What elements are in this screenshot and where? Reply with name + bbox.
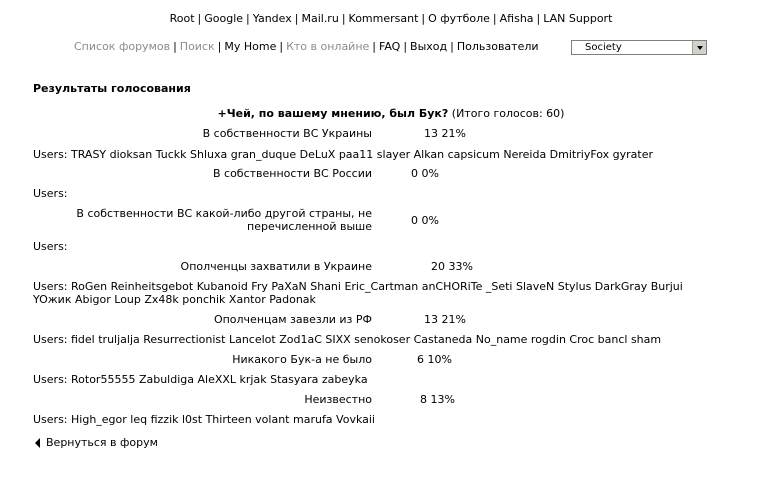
poll-option-label-line: перечисленной выше bbox=[247, 220, 372, 233]
poll-option-result: 13 21% bbox=[424, 127, 466, 140]
link-forum-list[interactable]: Список форумов bbox=[74, 40, 171, 53]
poll-option-result: 13 21% bbox=[424, 313, 466, 326]
poll-option-users: Users: bbox=[33, 240, 68, 253]
poll-option-label: Ополченцам завезли из РФ bbox=[213, 313, 372, 326]
poll-option-result: 0 0% bbox=[411, 167, 439, 180]
forum-select[interactable] bbox=[571, 40, 707, 55]
poll-option-result: 8 13% bbox=[420, 393, 455, 406]
poll-option-label: Неизвестно bbox=[304, 393, 372, 406]
link-root[interactable]: Root bbox=[169, 12, 195, 25]
link-afisha[interactable]: Afisha bbox=[499, 12, 534, 25]
poll-option-users: Users: Rotor55555 Zabuldiga AleXXL krjak Stasyara zabeyka bbox=[33, 373, 368, 386]
link-yandex[interactable]: Yandex bbox=[252, 12, 292, 25]
link-users[interactable]: Пользователи bbox=[456, 40, 539, 53]
poll-option-result: 20 33% bbox=[431, 260, 473, 273]
poll-option-users-line: YOжик Abigor Loup Zx48k ponchik Xantor Padonak bbox=[33, 293, 316, 306]
link-logout[interactable]: Выход bbox=[410, 40, 448, 53]
page-title: Результаты голосования bbox=[33, 82, 191, 95]
poll-question bbox=[0, 107, 782, 120]
link-online[interactable]: Кто в онлайне bbox=[286, 40, 370, 53]
poll-option-label: Никакого Бук-а не было bbox=[232, 353, 372, 366]
chevron-down-icon[interactable] bbox=[692, 41, 706, 54]
poll-option-label: В собственности ВС России bbox=[212, 167, 372, 180]
poll-option-label: В собственности ВС Украины bbox=[202, 127, 372, 140]
poll-option-result: 0 0% bbox=[411, 214, 439, 227]
link-football[interactable]: О футболе bbox=[428, 12, 490, 25]
back-to-forum[interactable] bbox=[35, 436, 158, 449]
poll-option-users: Users: fidel truljalja Resurrectionist Lancelot Zod1aC SIXX senokoser Castaneda No_name rogdin Croc bancl sham bbox=[33, 333, 662, 346]
poll-option-users: Users: High_egor leq fizzik l0st Thirteen volant marufa Vovkaii bbox=[33, 413, 375, 426]
poll-option-users: Users: TRASY dioksan Tuckk Shluxa gran_duque DeLuX paa11 slayer Alkan capsicum Nereida DmitriyFox gyrater bbox=[33, 148, 654, 161]
poll-option-label: Ополченцы захватили в Украине bbox=[180, 260, 372, 273]
link-search[interactable]: Поиск bbox=[179, 40, 215, 53]
forum-select-value: Society bbox=[585, 42, 622, 53]
poll-option-label bbox=[76, 207, 372, 233]
poll-total: (Итого голосов: 60) bbox=[451, 107, 565, 120]
link-faq[interactable]: FAQ bbox=[379, 40, 401, 53]
poll-option-users bbox=[33, 280, 733, 306]
link-my-home[interactable]: My Home bbox=[224, 40, 277, 53]
link-google[interactable]: Google bbox=[204, 12, 244, 25]
link-lan-support[interactable]: LAN Support bbox=[543, 12, 613, 25]
poll-option-users: Users: bbox=[33, 187, 68, 200]
back-to-forum-link[interactable]: Вернуться в форум bbox=[46, 436, 158, 449]
link-mailru[interactable]: Mail.ru bbox=[301, 12, 339, 25]
poll-option-result: 6 10% bbox=[417, 353, 452, 366]
poll-option-label-line: В собственности ВС какой-либо другой страны, не bbox=[76, 207, 372, 220]
poll-question-text: +Чей, по вашему мнению, был Бук? bbox=[217, 107, 449, 120]
arrow-left-icon bbox=[35, 438, 40, 448]
poll-option-users-line: Users: RoGen Reinheitsgebot Kubanoid Fry PaXaN Shani Eric_Cartman anCHORiTe _Seti SlaveN Stylus DarkGray Burjui bbox=[33, 280, 683, 293]
link-kommersant[interactable]: Kommersant bbox=[348, 12, 419, 25]
top-links-bar: Root | Google | Yandex | Mail.ru | Kommersant | О футболе | Afisha | LAN Support bbox=[169, 12, 613, 25]
